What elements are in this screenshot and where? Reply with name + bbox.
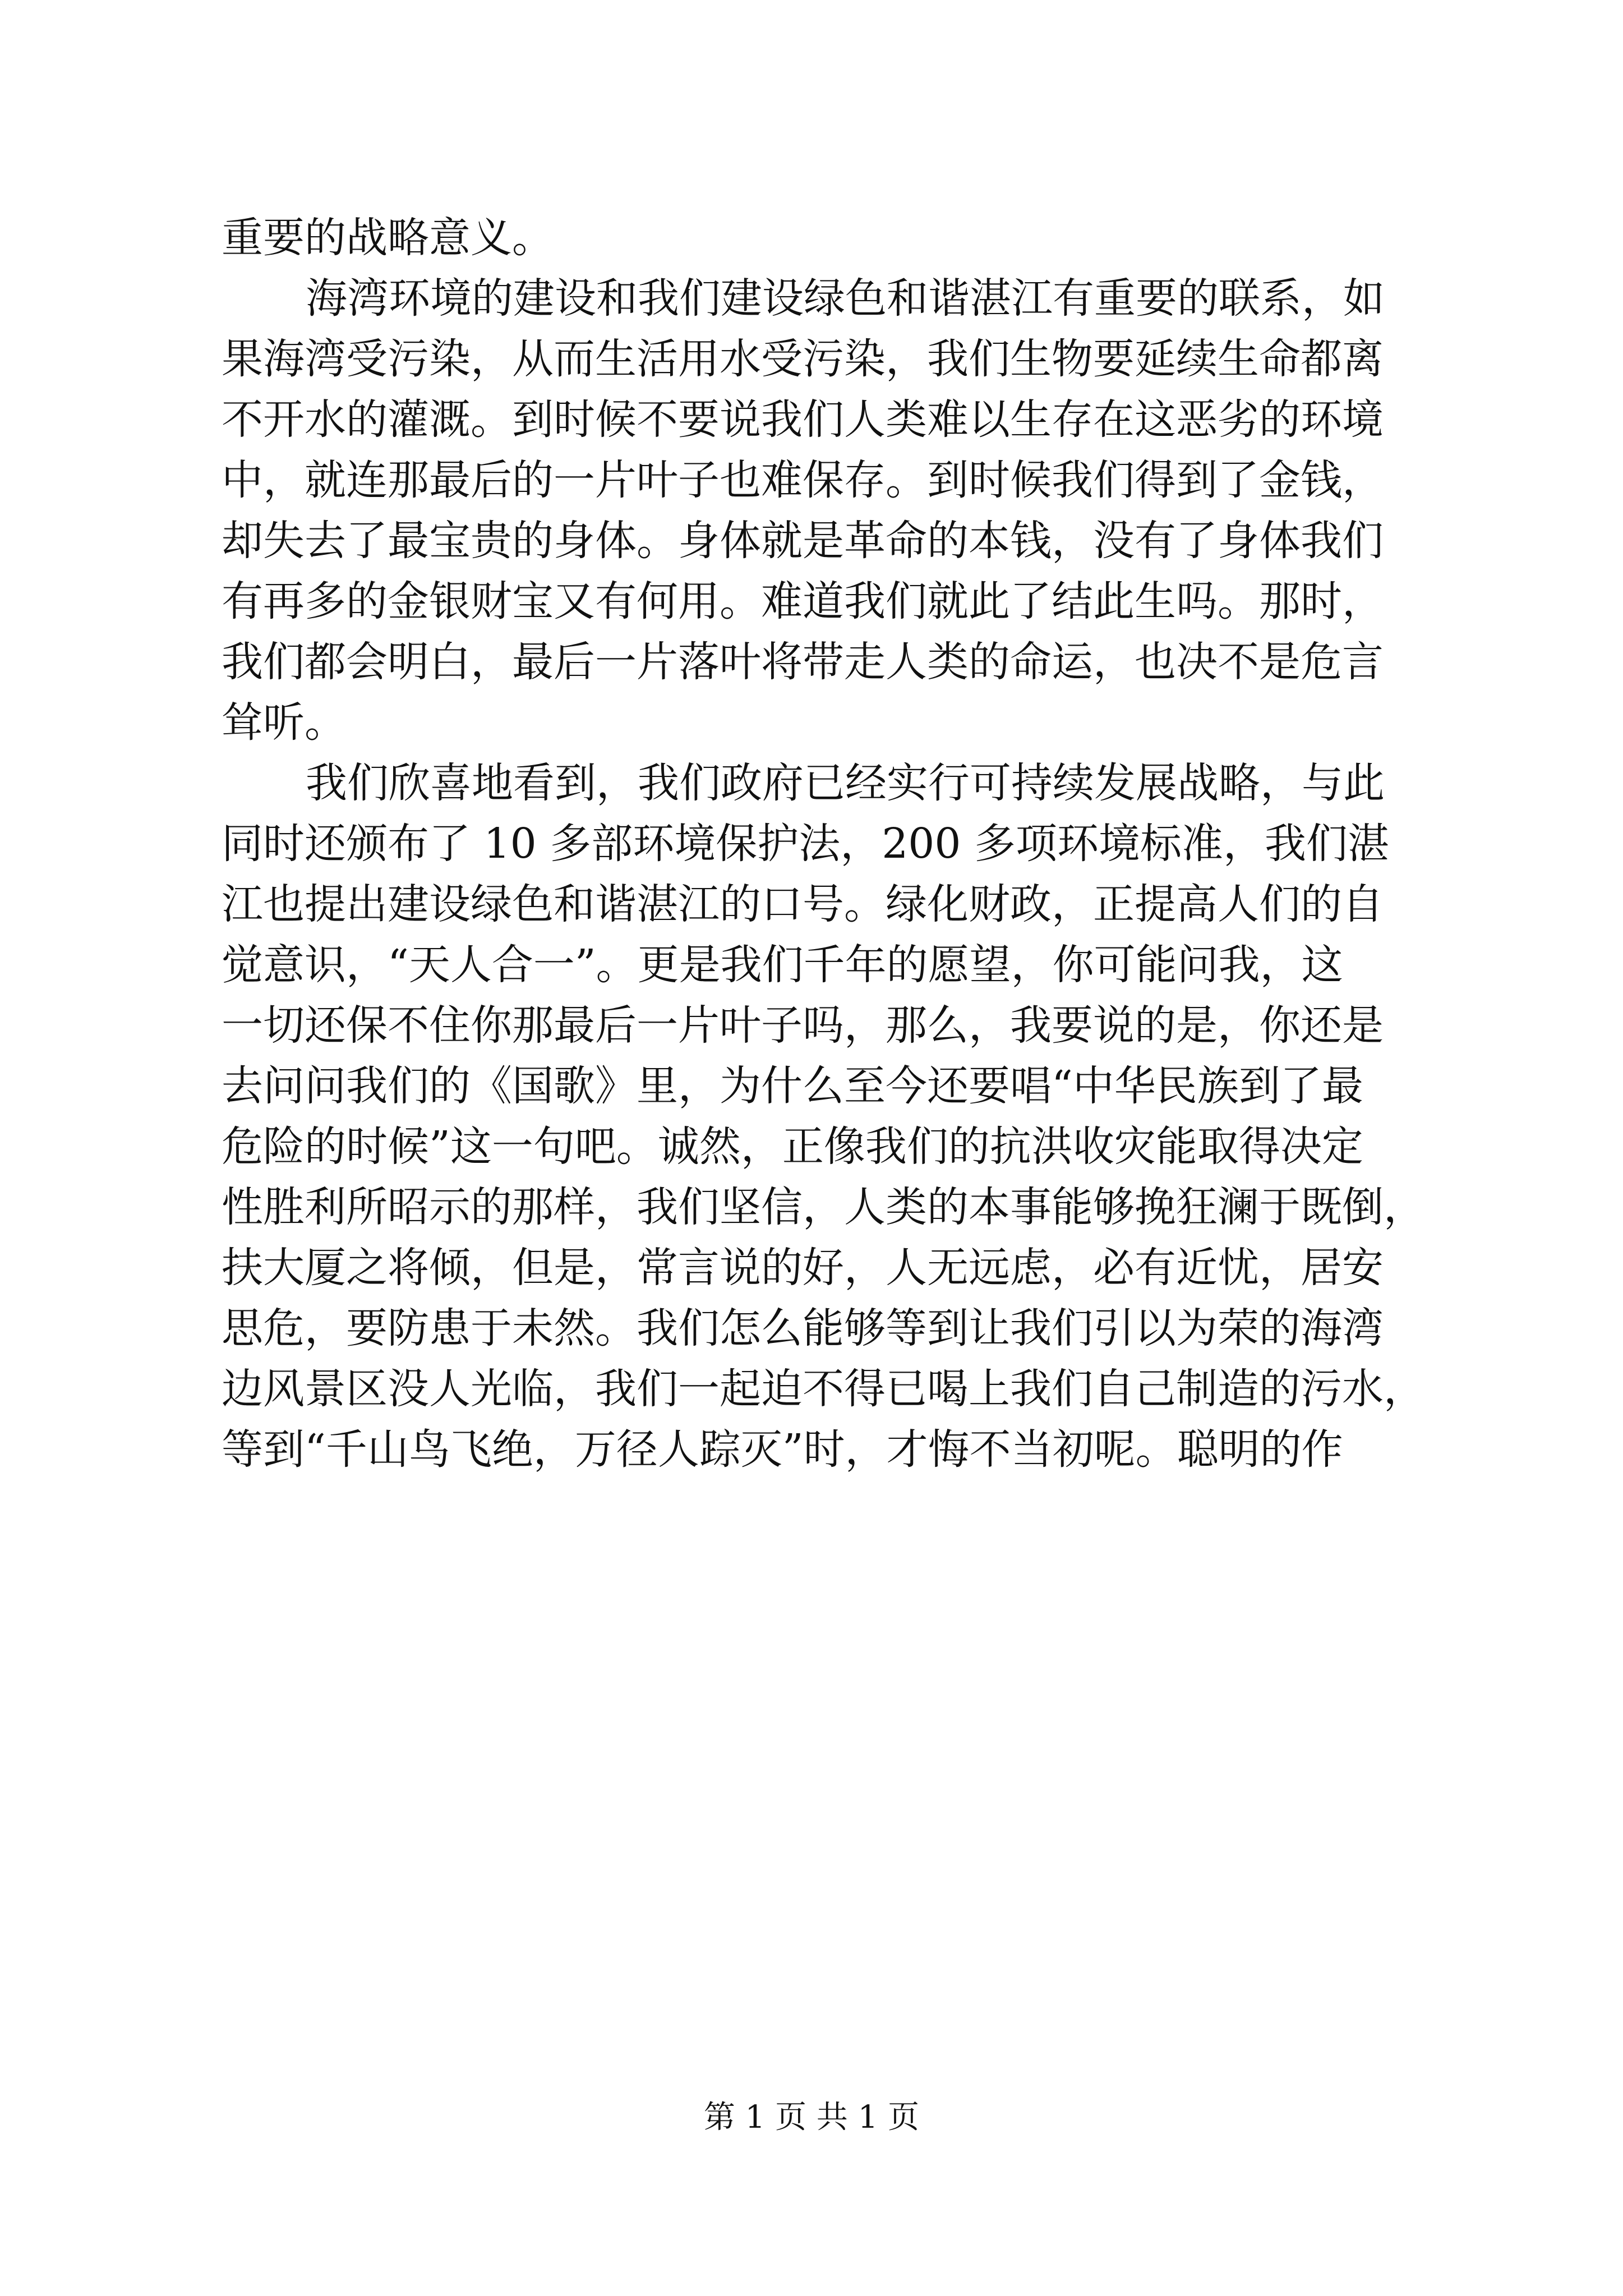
text-line: 同时还颁布了 10 多部环境保护法，200 多项环境标准，我们湛 (222, 820, 1389, 868)
text-line: 却失去了最宝贵的身体。身体就是革命的本钱，没有了身体我们 (222, 517, 1384, 565)
text-line: 不开水的灌溉。到时候不要说我们人类难以生存在这恶劣的环境 (222, 395, 1384, 444)
page-footer (0, 2095, 1623, 2140)
text-line: 我们欣喜地看到，我们政府已经实行可持续发展战略，与此 (306, 759, 1385, 807)
text-line: 觉意识，“天人合一”。更是我们千年的愿望，你可能问我，这 (222, 941, 1343, 989)
text-line: 果海湾受污染，从而生活用水受污染，我们生物要延续生命都离 (222, 335, 1384, 383)
text-line: 等到“千山鸟飞绝，万径人踪灭”时，才悔不当初呢。聪明的作 (222, 1425, 1343, 1474)
text-line: 江也提出建设绿色和谐湛江的口号。绿化财政，正提高人们的自 (222, 880, 1384, 928)
page-number-label: 第 1 页 共 1 页 (703, 2099, 920, 2136)
text-line: 有再多的金银财宝又有何用。难道我们就此了结此生吗。那时， (222, 577, 1384, 625)
text-line: 耸听。 (222, 698, 346, 747)
text-line: 思危，要防患于未然。我们怎么能够等到让我们引以为荣的海湾 (222, 1304, 1384, 1352)
text-line: 重要的战略意义。 (222, 214, 554, 262)
body-text (222, 208, 1425, 1480)
text-line: 性胜利所昭示的那样，我们坚信，人类的本事能够挽狂澜于既倒， (222, 1183, 1425, 1231)
text-line: 一切还保不住你那最后一片叶子吗，那么，我要说的是，你还是 (222, 1001, 1384, 1050)
text-line: 扶大厦之将倾，但是，常言说的好，人无远虑，必有近忧，居安 (222, 1244, 1384, 1292)
text-line: 去问问我们的《国歌》里，为什么至今还要唱“中华民族到了最 (222, 1062, 1363, 1110)
text-line: 危险的时候”这一句吧。诚然，正像我们的抗洪收灾能取得决定 (222, 1122, 1363, 1171)
text-line: 边风景区没人光临，我们一起迫不得已喝上我们自己制造的污水， (222, 1365, 1425, 1413)
text-line: 中，就连那最后的一片叶子也难保存。到时候我们得到了金钱， (222, 456, 1384, 504)
text-line: 我们都会明白，最后一片落叶将带走人类的命运，也决不是危言 (222, 638, 1384, 686)
text-line: 海湾环境的建设和我们建设绿色和谐湛江有重要的联系，如 (306, 274, 1385, 323)
